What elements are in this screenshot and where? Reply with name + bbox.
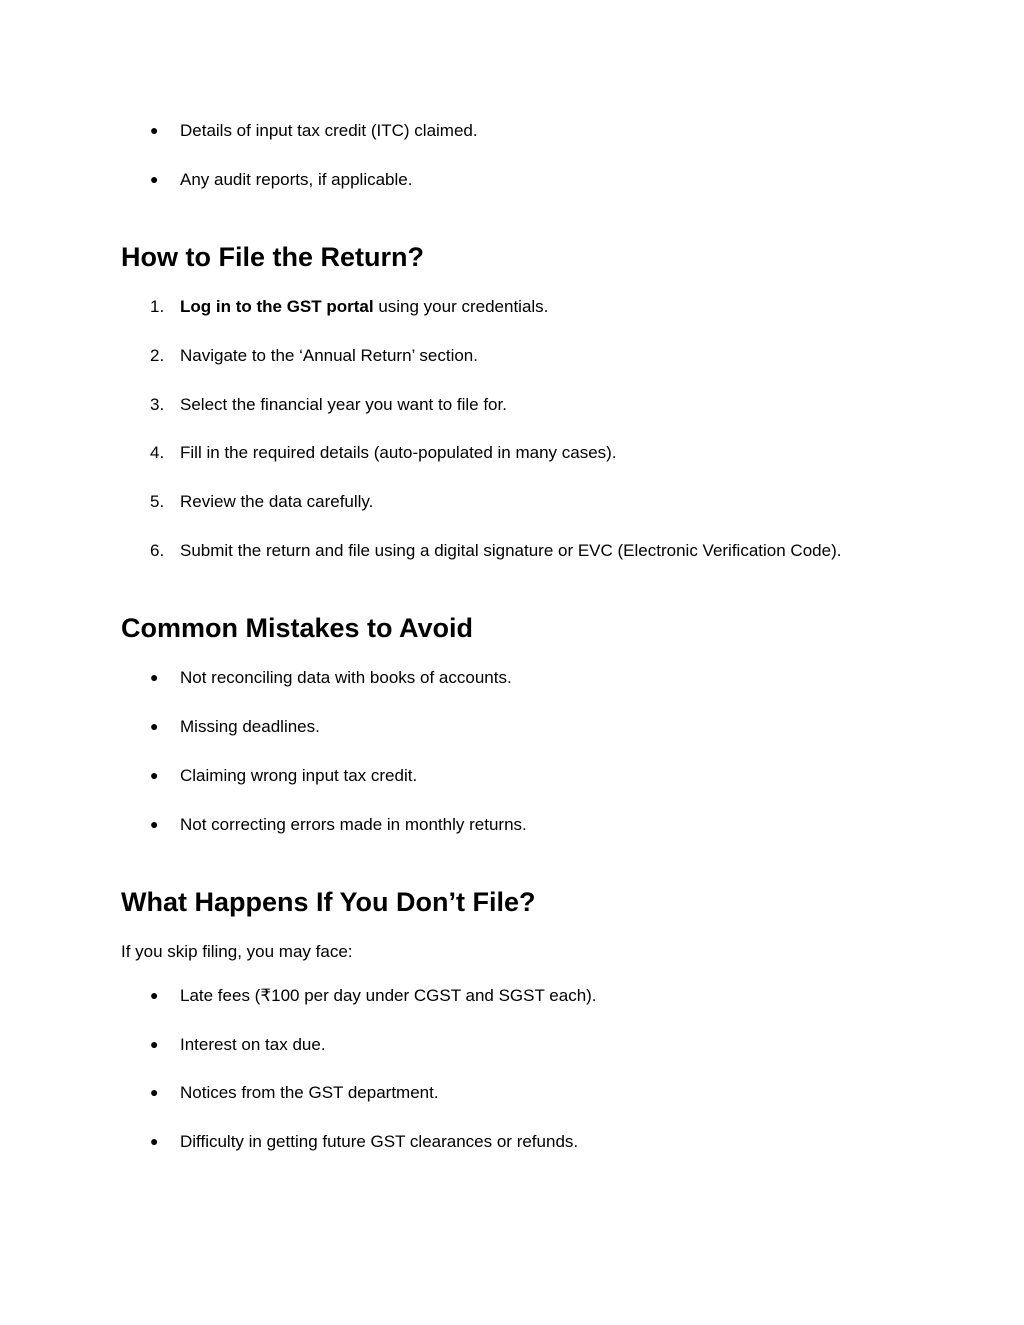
bullet-icon: ● [150, 1133, 159, 1149]
section-heading-common-mistakes: Common Mistakes to Avoid [121, 613, 474, 643]
step-text: Review the data carefully. [180, 492, 374, 511]
list-item [150, 766, 417, 786]
bullet-icon: ● [150, 1036, 159, 1052]
list-item-text: Difficulty in getting future GST clearances or refunds. [180, 1132, 579, 1151]
bullet-icon: ● [150, 767, 159, 783]
bullet-icon: ● [150, 987, 159, 1003]
bullet-icon: ● [150, 669, 159, 685]
numbered-step [150, 297, 548, 317]
list-item-text: Interest on tax due. [180, 1035, 326, 1054]
step-text: using your credentials. [373, 297, 549, 316]
numbered-step [150, 492, 373, 512]
list-item-text: Not correcting errors made in monthly returns. [180, 815, 527, 834]
list-item [150, 668, 512, 688]
list-item [150, 1083, 439, 1103]
list-item [150, 717, 320, 737]
step-number: 1. [150, 297, 165, 316]
list-item-text: Notices from the GST department. [180, 1083, 439, 1102]
numbered-step [150, 443, 617, 463]
step-number: 3. [150, 395, 165, 414]
list-item [150, 815, 527, 835]
list-item [150, 121, 478, 141]
step-text: Navigate to the ‘Annual Return’ section. [180, 346, 478, 365]
bullet-icon: ● [150, 718, 159, 734]
list-item-text: Not reconciling data with books of accounts. [180, 668, 512, 687]
numbered-step [150, 541, 841, 561]
bullet-icon: ● [150, 171, 159, 187]
step-number: 5. [150, 492, 165, 511]
step-number: 2. [150, 346, 165, 365]
numbered-step [150, 346, 478, 366]
step-text: Select the financial year you want to file for. [180, 395, 507, 414]
step-text: Submit the return and file using a digital signature or EVC (Electronic Verification Code). [180, 541, 842, 560]
list-item-text: Any audit reports, if applicable. [180, 170, 413, 189]
list-item-text: Missing deadlines. [180, 717, 320, 736]
consequences-intro: If you skip filing, you may face: [121, 942, 353, 961]
section-heading-consequences: What Happens If You Don’t File? [121, 887, 536, 917]
bullet-icon: ● [150, 816, 159, 832]
list-item-text: Late fees (₹100 per day under CGST and SGST each). [180, 986, 597, 1005]
list-item [150, 986, 597, 1006]
numbered-step [150, 395, 507, 415]
section-heading-how-to-file: How to File the Return? [121, 242, 424, 272]
list-item [150, 1132, 578, 1152]
list-item [150, 170, 412, 190]
bullet-icon: ● [150, 1084, 159, 1100]
list-item-text: Details of input tax credit (ITC) claimed. [180, 121, 478, 140]
list-item [150, 1035, 326, 1055]
step-bold-text: Log in to the GST portal [180, 297, 374, 316]
step-text: Fill in the required details (auto-populated in many cases). [180, 443, 617, 462]
list-item-text: Claiming wrong input tax credit. [180, 766, 418, 785]
bullet-icon: ● [150, 122, 159, 138]
step-number: 6. [150, 541, 165, 560]
step-number: 4. [150, 443, 165, 462]
